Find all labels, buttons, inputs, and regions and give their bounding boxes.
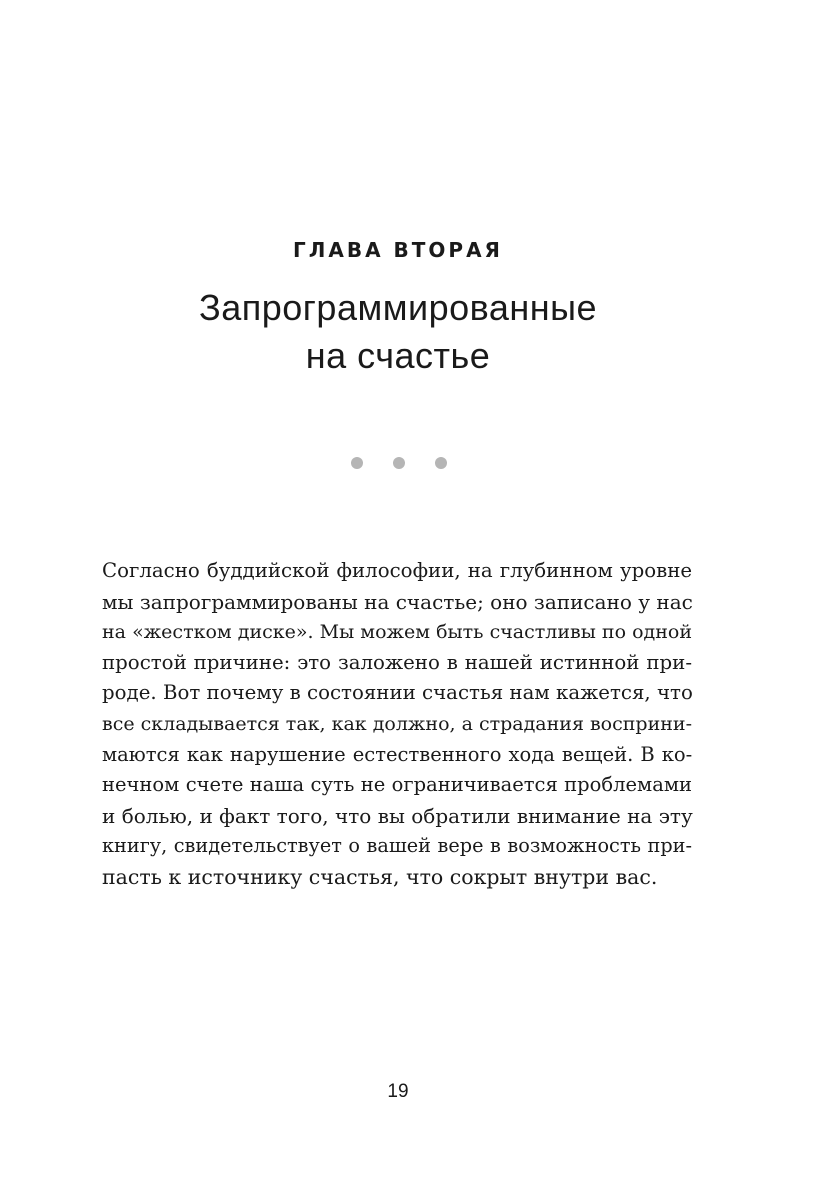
three-dots-divider [351, 456, 447, 470]
paragraph-line: на «жестком диске». Мы можем быть счастливы по одной [102, 621, 692, 644]
paragraph-line: мы запрограммированы на счастье; оно записано у нас [102, 589, 693, 614]
paragraph-line: все складывается так, как должно, а страдания восприни- [102, 712, 692, 735]
dot-icon [351, 457, 363, 469]
paragraph-line: роде. Вот почему в состоянии счастья нам кажется, что [102, 681, 693, 705]
chapter-title-line-2: на счастье [305, 335, 491, 376]
paragraph-line: Согласно буддийской философии, на глубинном уровне [102, 559, 693, 582]
paragraph-line: маются как нарушение естественного хода вещей. В ко- [102, 742, 693, 766]
paragraph-line: нечном счете наша суть не ограничивается проблемами [102, 773, 692, 797]
paragraph-line: пасть к источнику счастья, что сокрыт внутри вас. [102, 864, 658, 889]
chapter-label: ГЛАВА ВТОРАЯ [293, 238, 503, 262]
dot-icon [435, 457, 447, 469]
chapter-title-line-1: Запрограммированные [198, 287, 598, 328]
dot-icon [393, 457, 405, 469]
paragraph-line: книгу, свидетельствует о вашей вере в возможность при- [102, 834, 692, 858]
paragraph-line: и болью, и факт того, что вы обратили внимание на эту [102, 803, 693, 828]
paragraph-line: простой причине: это заложено в нашей истинной при- [102, 650, 692, 674]
page-number: 19 [387, 1081, 409, 1102]
body-paragraph [102, 556, 692, 893]
chapter-title [0, 284, 796, 380]
